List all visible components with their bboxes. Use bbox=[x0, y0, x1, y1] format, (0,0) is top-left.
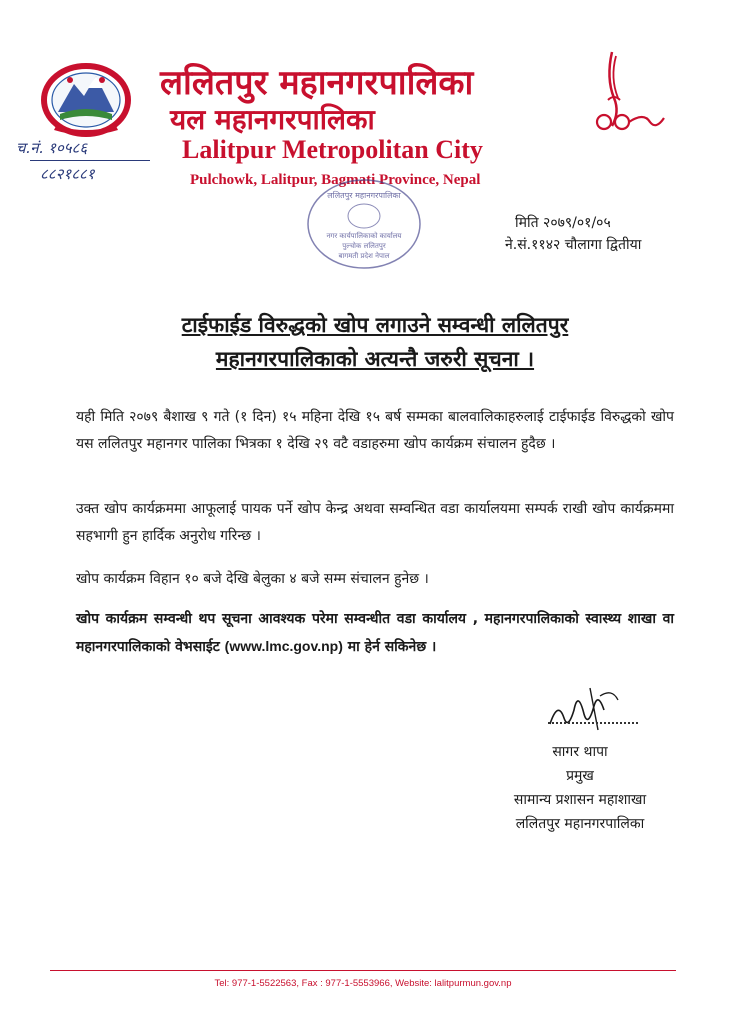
letterhead-title-nepal-bhasa: यल महानगरपालिका bbox=[170, 103, 375, 136]
signer-block bbox=[480, 740, 680, 836]
signer-office: ललितपुर महानगरपालिका bbox=[515, 816, 645, 832]
handwritten-reference-number: च.नं. १०५८६ bbox=[16, 139, 88, 157]
signature-dotted-line bbox=[548, 722, 638, 724]
handwritten-underline bbox=[30, 160, 150, 161]
letterhead-title-english: Lalitpur Metropolitan City bbox=[182, 135, 483, 164]
stamp-text-1: ललितपुर महानगरपालिका bbox=[327, 191, 401, 200]
website-link[interactable]: (www.lmc.gov.np) bbox=[224, 638, 343, 654]
letterhead-title-nepali: ललितपुर महानगरपालिका bbox=[160, 63, 474, 103]
headline-line-2: महानगरपालिकाको अत्यन्तै जरुरी सूचना । bbox=[215, 347, 535, 371]
stamp-text-3: पुल्चोक ललितपुर bbox=[342, 242, 386, 250]
letterhead-address: Pulchowk, Lalitpur, Bagmati Province, Nepal bbox=[190, 172, 481, 188]
signer-title: प्रमुख bbox=[566, 768, 594, 784]
body-paragraph-4 bbox=[76, 606, 674, 661]
signer-name: सागर थापा bbox=[552, 744, 608, 760]
stamp-text-4: बागमती प्रदेश नेपाल bbox=[338, 252, 390, 260]
headline-line-1: टाईफाईड विरुद्धको खोप लगाउने सम्वन्धी ललितपुर bbox=[181, 313, 569, 337]
footer-contact: Tel: 977-1-5522563, Fax : 977-1-5553966, Website: lalitpurmun.gov.np bbox=[214, 978, 512, 989]
nepal-emblem-logo bbox=[40, 60, 132, 138]
p4-text-before: खोप कार्यक्रम सम्वन्धी थप सूचना आवश्यक परेमा सम्वन्धीत वडा कार्यालय , महानगरपालिकाको स्वास्थ्य शाखा वा महानगरपालिकाको वेभसाईट bbox=[76, 611, 674, 655]
body-paragraph-1: यही मिति २०७९ बैशाख ९ गते (१ दिन) १५ महिना देखि १५ बर्ष सम्मका बालवालिकाहरुलाई टाईफाईड विरुद्धको खोप यस ललितपुर महानगर पालिका भित्रका १ देखि २९ वटै वडाहरुमा खोप कार्यक्रम संचालन हुदैछ । bbox=[76, 409, 674, 452]
handwritten-signature bbox=[540, 680, 624, 736]
date-bs: मिति २०७९/०१/०५ bbox=[515, 215, 611, 231]
handwritten-dispatch-number: ८८२१८८१ bbox=[40, 165, 95, 183]
stamp-text-2: नगर कार्यपालिकाको कार्यालय bbox=[326, 232, 402, 240]
body-paragraph-3: खोप कार्यक्रम विहान १० बजे देखि बेलुका ४ बजे सम्म संचालन हुनेछ । bbox=[76, 571, 429, 587]
office-stamp bbox=[304, 176, 424, 272]
date-nepal-sambat: ने.सं.११४२ चौलागा द्वितीया bbox=[505, 237, 642, 253]
notice-headline bbox=[60, 308, 690, 376]
signer-division: सामान्य प्रशासन महाशाखा bbox=[513, 792, 647, 808]
date-block bbox=[505, 212, 641, 256]
ornamental-symbol-icon bbox=[594, 48, 666, 134]
body-paragraph-2: उक्त खोप कार्यक्रममा आफूलाई पायक पर्ने खोप केन्द्र अथवा सम्वन्धित वडा कार्यालयमा सम्पर्क राखी खोप कार्यक्रममा सहभागी हुन हार्दिक अनुरोध गरिन्छ । bbox=[76, 501, 674, 544]
p4-text-after: मा हेर्न सकिनेछ । bbox=[342, 639, 437, 655]
footer-divider bbox=[50, 970, 676, 971]
